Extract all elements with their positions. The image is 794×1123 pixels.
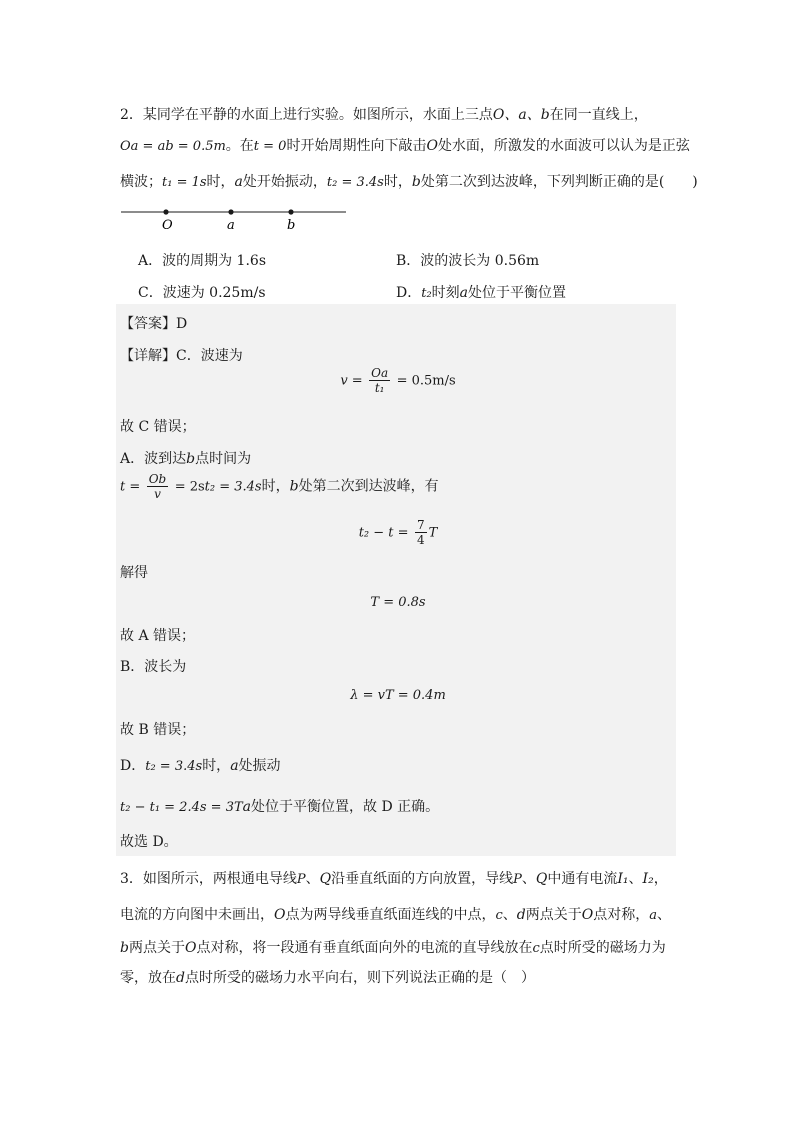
eq-period bbox=[120, 594, 676, 610]
q3-var: d bbox=[176, 970, 185, 986]
point-b: b bbox=[186, 451, 196, 467]
point-b-label: b bbox=[287, 218, 296, 233]
option-D-a: a bbox=[459, 285, 469, 301]
q3-var: a bbox=[649, 908, 657, 923]
q2-text: 横波； bbox=[120, 174, 162, 190]
detail-text: B．波长为 bbox=[120, 659, 187, 675]
eq-time bbox=[120, 472, 439, 501]
eq-text: λ = vT = 0.4m bbox=[350, 688, 446, 703]
q2-point: b bbox=[411, 174, 421, 190]
q3-var: c bbox=[532, 941, 540, 956]
eq-fraction bbox=[415, 518, 427, 547]
q2-text: 时， bbox=[206, 174, 235, 190]
option-D-text: 时刻 bbox=[431, 285, 460, 301]
q3-text: 点对称，将一段通有垂直纸面向外的电流的直导线放在 bbox=[196, 940, 533, 956]
q3-var: Q bbox=[319, 871, 332, 887]
point-a-label: a bbox=[227, 218, 235, 233]
option-D-t2: t₂ bbox=[421, 286, 432, 301]
option-A-text: A．波的周期为 1.6s bbox=[138, 253, 267, 269]
solve-label bbox=[120, 562, 148, 582]
option-D[interactable] bbox=[396, 282, 566, 302]
q3-text: 沿垂直纸面的方向放置，导线 bbox=[331, 871, 514, 887]
eq-text: t = bbox=[120, 479, 141, 495]
q2-eq: t = 0 bbox=[253, 139, 287, 154]
d-eq bbox=[120, 796, 439, 816]
q3-var: Q bbox=[535, 871, 548, 887]
q3-text: 、 bbox=[656, 907, 671, 923]
eq-text: t₂ = 3.4s bbox=[204, 479, 262, 495]
q2-text: 处开始振动， bbox=[242, 174, 327, 190]
q3-line-1 bbox=[120, 868, 668, 888]
option-B-text: B．波的波长为 0.56m bbox=[396, 253, 540, 269]
point-O-dot bbox=[163, 209, 168, 214]
eq-text: T bbox=[428, 525, 438, 541]
q2-eq: t₁ = 1s bbox=[162, 175, 207, 190]
q3-line-3 bbox=[120, 937, 666, 957]
q2-line-3 bbox=[120, 171, 698, 191]
q2-point: O bbox=[426, 138, 438, 154]
q2-eq: t₂ = 3.4s bbox=[326, 175, 384, 190]
q3-text: ， bbox=[653, 871, 668, 887]
option-A[interactable] bbox=[138, 250, 266, 270]
detail-text: 故 B 错误； bbox=[120, 722, 196, 738]
q3-text: 、 bbox=[628, 871, 643, 887]
detail-text: 故 C 错误； bbox=[120, 419, 196, 435]
detail-text: D． bbox=[120, 758, 146, 774]
q3-var: P bbox=[513, 872, 522, 887]
option-D-text: 处位于平衡位置 bbox=[468, 285, 567, 301]
q3-text: 两点关于 bbox=[525, 907, 582, 923]
q2-text: 处第二次到达波峰，下列判断正确的是( ) bbox=[420, 174, 698, 190]
eq-velocity bbox=[120, 366, 676, 395]
eq-period-relation bbox=[120, 518, 676, 547]
answer-line bbox=[120, 313, 187, 333]
frac-den: t₁ bbox=[374, 381, 385, 395]
point-b-dot bbox=[288, 209, 293, 214]
q2-text: 处水面，所激发的水面波可以认为是正弦 bbox=[437, 138, 690, 154]
detail-text: 处振动 bbox=[238, 758, 281, 774]
q3-var: d bbox=[516, 907, 526, 923]
frac-den: 4 bbox=[416, 533, 425, 547]
q2-line-1 bbox=[120, 104, 648, 124]
detail-text: 处第二次到达波峰，有 bbox=[298, 478, 439, 495]
q2-text: 在同一直线上， bbox=[549, 107, 648, 123]
q3-var: O bbox=[274, 907, 286, 923]
q2-text: 2．某同学在平静的水面上进行实验。如图所示，水面上三点 bbox=[120, 107, 493, 123]
detail-text: 处位于平衡位置，故 D 正确。 bbox=[251, 799, 440, 815]
point-a-dot bbox=[228, 209, 233, 214]
option-C-text: C．波速为 0.25m/s bbox=[138, 285, 266, 301]
q3-var: I₂ bbox=[642, 871, 654, 887]
eq-text: t₂ − t = bbox=[358, 525, 409, 541]
c-wrong bbox=[120, 416, 196, 436]
q3-text: 、 bbox=[521, 871, 536, 887]
q2-eq: Oa = ab = 0.5m bbox=[120, 139, 226, 154]
point-a: a bbox=[230, 758, 239, 774]
choose-line bbox=[120, 831, 178, 851]
detail-text: 时， bbox=[261, 478, 290, 495]
point-a: a bbox=[242, 799, 251, 815]
q3-text: 中通有电流 bbox=[547, 871, 618, 887]
q3-text: 、 bbox=[305, 871, 320, 887]
eq-text: t₂ = 3.4s bbox=[145, 759, 203, 774]
eq-text: = 0.5m/s bbox=[396, 373, 456, 389]
detail-text: 故 A 错误； bbox=[120, 628, 196, 644]
q3-text: 电流的方向图中未画出， bbox=[120, 907, 274, 923]
q3-text: 点对称， bbox=[593, 907, 650, 923]
q3-var: P bbox=[296, 872, 306, 887]
q3-var: c bbox=[495, 908, 503, 923]
point-O-label: O bbox=[162, 218, 173, 233]
frac-num: Oa bbox=[371, 366, 389, 380]
wave-points-diagram bbox=[118, 202, 350, 236]
b-wrong bbox=[120, 719, 195, 739]
q3-text: 点时所受的磁场力为 bbox=[539, 940, 666, 956]
eq-fraction bbox=[369, 366, 390, 395]
detail-head bbox=[120, 345, 243, 365]
q2-points: O、a、b bbox=[492, 107, 550, 123]
b-head bbox=[120, 656, 186, 676]
detail-text: 解得 bbox=[120, 565, 148, 581]
a-wrong bbox=[120, 625, 195, 645]
q3-text: 3．如图所示，两根通电导线 bbox=[120, 871, 297, 887]
option-D-text: D． bbox=[396, 285, 422, 301]
detail-text: 故选 D。 bbox=[120, 834, 178, 850]
q3-line-2 bbox=[120, 904, 671, 924]
detail-text: A．波到达 bbox=[120, 451, 187, 467]
q3-text: 点时所受的磁场力水平向右，则下列说法正确的是（ ） bbox=[184, 970, 535, 986]
q3-text: 两点关于 bbox=[128, 940, 185, 956]
point-b: b bbox=[289, 478, 299, 495]
eq-wavelength bbox=[120, 687, 676, 703]
eq-fraction bbox=[147, 472, 169, 501]
q2-line-2 bbox=[120, 135, 690, 155]
q3-text: 点为两导线垂直纸面连线的中点， bbox=[285, 907, 496, 923]
q3-var: O bbox=[184, 940, 197, 956]
d-head bbox=[120, 755, 281, 775]
option-B[interactable] bbox=[396, 250, 539, 270]
eq-text: = 2s bbox=[174, 479, 205, 495]
q2-point: a bbox=[234, 174, 243, 190]
q3-var: I₁ bbox=[617, 871, 629, 887]
answer-text: 【答案】D bbox=[120, 316, 188, 332]
detail-text: 时， bbox=[202, 758, 231, 774]
q3-line-4 bbox=[120, 967, 535, 987]
a-head bbox=[120, 448, 251, 468]
q3-var: O bbox=[581, 907, 594, 923]
q3-text: 、 bbox=[502, 907, 517, 923]
frac-den: v bbox=[154, 487, 161, 501]
q3-text: 零，放在 bbox=[120, 970, 176, 986]
frac-num: 7 bbox=[416, 518, 425, 532]
q2-text: 时开始周期性向下敲击 bbox=[286, 138, 427, 154]
eq-text: T = 0.8s bbox=[370, 595, 426, 610]
eq-text: v = bbox=[340, 373, 363, 389]
detail-text: 点时间为 bbox=[195, 451, 252, 467]
q2-text: 时， bbox=[383, 174, 412, 190]
eq-text: t₂ − t₁ = 2.4s = 3T bbox=[120, 800, 243, 815]
option-C[interactable] bbox=[138, 282, 266, 302]
detail-text: 【详解】C．波速为 bbox=[120, 348, 243, 364]
frac-num: Ob bbox=[148, 472, 167, 486]
q3-var: b bbox=[120, 940, 129, 956]
q2-text: 。在 bbox=[225, 138, 254, 154]
